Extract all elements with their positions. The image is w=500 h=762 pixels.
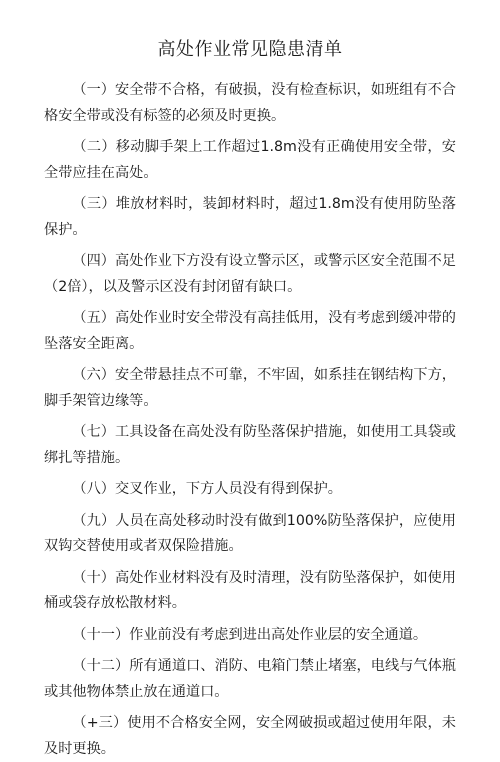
hazard-item-6: （六）安全带悬挂点不可靠，不牢固，如系挂在钢结构下方，脚手架管边缘等。 (44, 367, 456, 409)
hazard-item-8: （八）交叉作业，下方人员没有得到保护。 (72, 481, 342, 497)
hazard-item-7: （七）工具设备在高处没有防坠落保护措施，如使用工具袋或绑扎等措施。 (44, 424, 456, 466)
hazard-item-9: （九）人员在高处移动时没有做到100%防坠落保护，应使用双钩交替使用或者双保险措施。 (44, 512, 456, 554)
hazard-item-5: （五）高处作业时安全带没有高挂低用，没有考虑到缓冲带的坠落安全距离。 (44, 310, 456, 352)
hazard-item-11: （十一）作业前没有考虑到进出高处作业层的安全通道。 (72, 626, 428, 643)
hazard-item-13: （+三）使用不合格安全网，安全网破损或超过使用年限，未及时更换。 (44, 715, 456, 757)
hazard-item-1: （一）安全带不合格，有破损，没有检查标识，如班组有不合格安全带或没有标签的必须及时更换。 (44, 82, 456, 124)
hazard-item-10: （十）高处作业材料没有及时清理，没有防坠落保护，如使用桶或袋存放松散材料。 (44, 569, 456, 611)
hazard-item-3: （三）堆放材料时，装卸材料时，超过1.8m没有使用防坠落保护。 (44, 196, 456, 238)
hazard-item-2: （二）移动脚手架上工作超过1.8m没有正确使用安全带，安全带应挂在高处。 (44, 139, 456, 181)
hazard-item-4: （四）高处作业下方没有设立警示区，或警示区安全范围不足（2倍），以及警示区没有封闭留有缺口。 (44, 253, 456, 295)
hazard-item-12: （十二）所有通道口、消防、电箱门禁止堵塞，电线与气体瓶或其他物体禁止放在通道口。 (44, 658, 456, 700)
document-title: 高处作业常见隐患清单 (157, 39, 343, 60)
